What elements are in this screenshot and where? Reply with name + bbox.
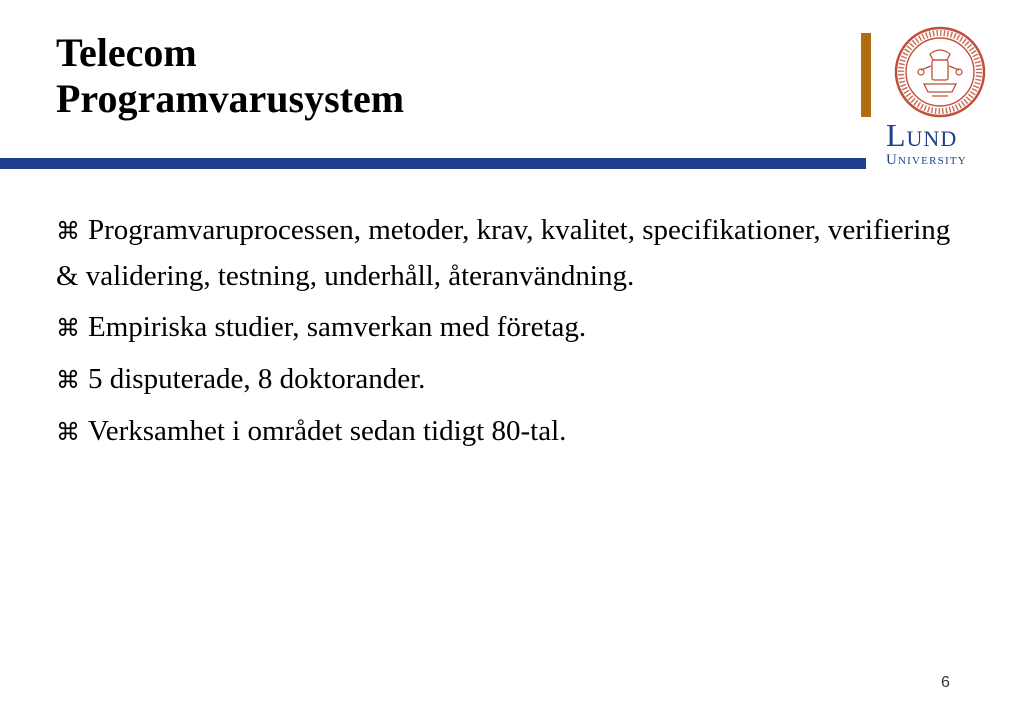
bullet-text: Verksamhet i området sedan tidigt 80-tal. <box>88 415 567 447</box>
wordmark-university: University <box>886 152 967 168</box>
bullet-text: 5 disputerade, 8 doktorander. <box>88 363 426 395</box>
slide-title-line-2: Programvarusystem <box>56 76 405 121</box>
title-rule <box>0 158 866 169</box>
bullet-text: Empiriska studier, samverkan med företag. <box>88 311 587 343</box>
lund-university-logo <box>884 26 996 168</box>
logo-accent-bar <box>861 33 871 117</box>
page-number: 6 <box>941 674 950 691</box>
slide-title <box>56 30 404 122</box>
slide-title-line-1: Telecom <box>56 30 197 75</box>
command-key-icon: ⌘ <box>56 217 80 245</box>
command-key-icon: ⌘ <box>56 314 80 342</box>
command-key-icon: ⌘ <box>56 366 80 394</box>
bullet-item <box>56 357 976 403</box>
wordmark-lund: Lund <box>886 117 958 153</box>
command-key-icon: ⌘ <box>56 418 80 446</box>
bullet-item <box>56 208 976 299</box>
bullet-item <box>56 409 976 455</box>
bullet-text: Programvaruprocessen, metoder, krav, kvalitet, specifikationer, verifiering & validering, testning, underhåll, återanvändning. <box>56 214 951 292</box>
bullet-item <box>56 305 976 351</box>
university-seal-icon <box>894 26 986 118</box>
bullet-list <box>56 208 976 461</box>
university-wordmark <box>886 118 996 168</box>
